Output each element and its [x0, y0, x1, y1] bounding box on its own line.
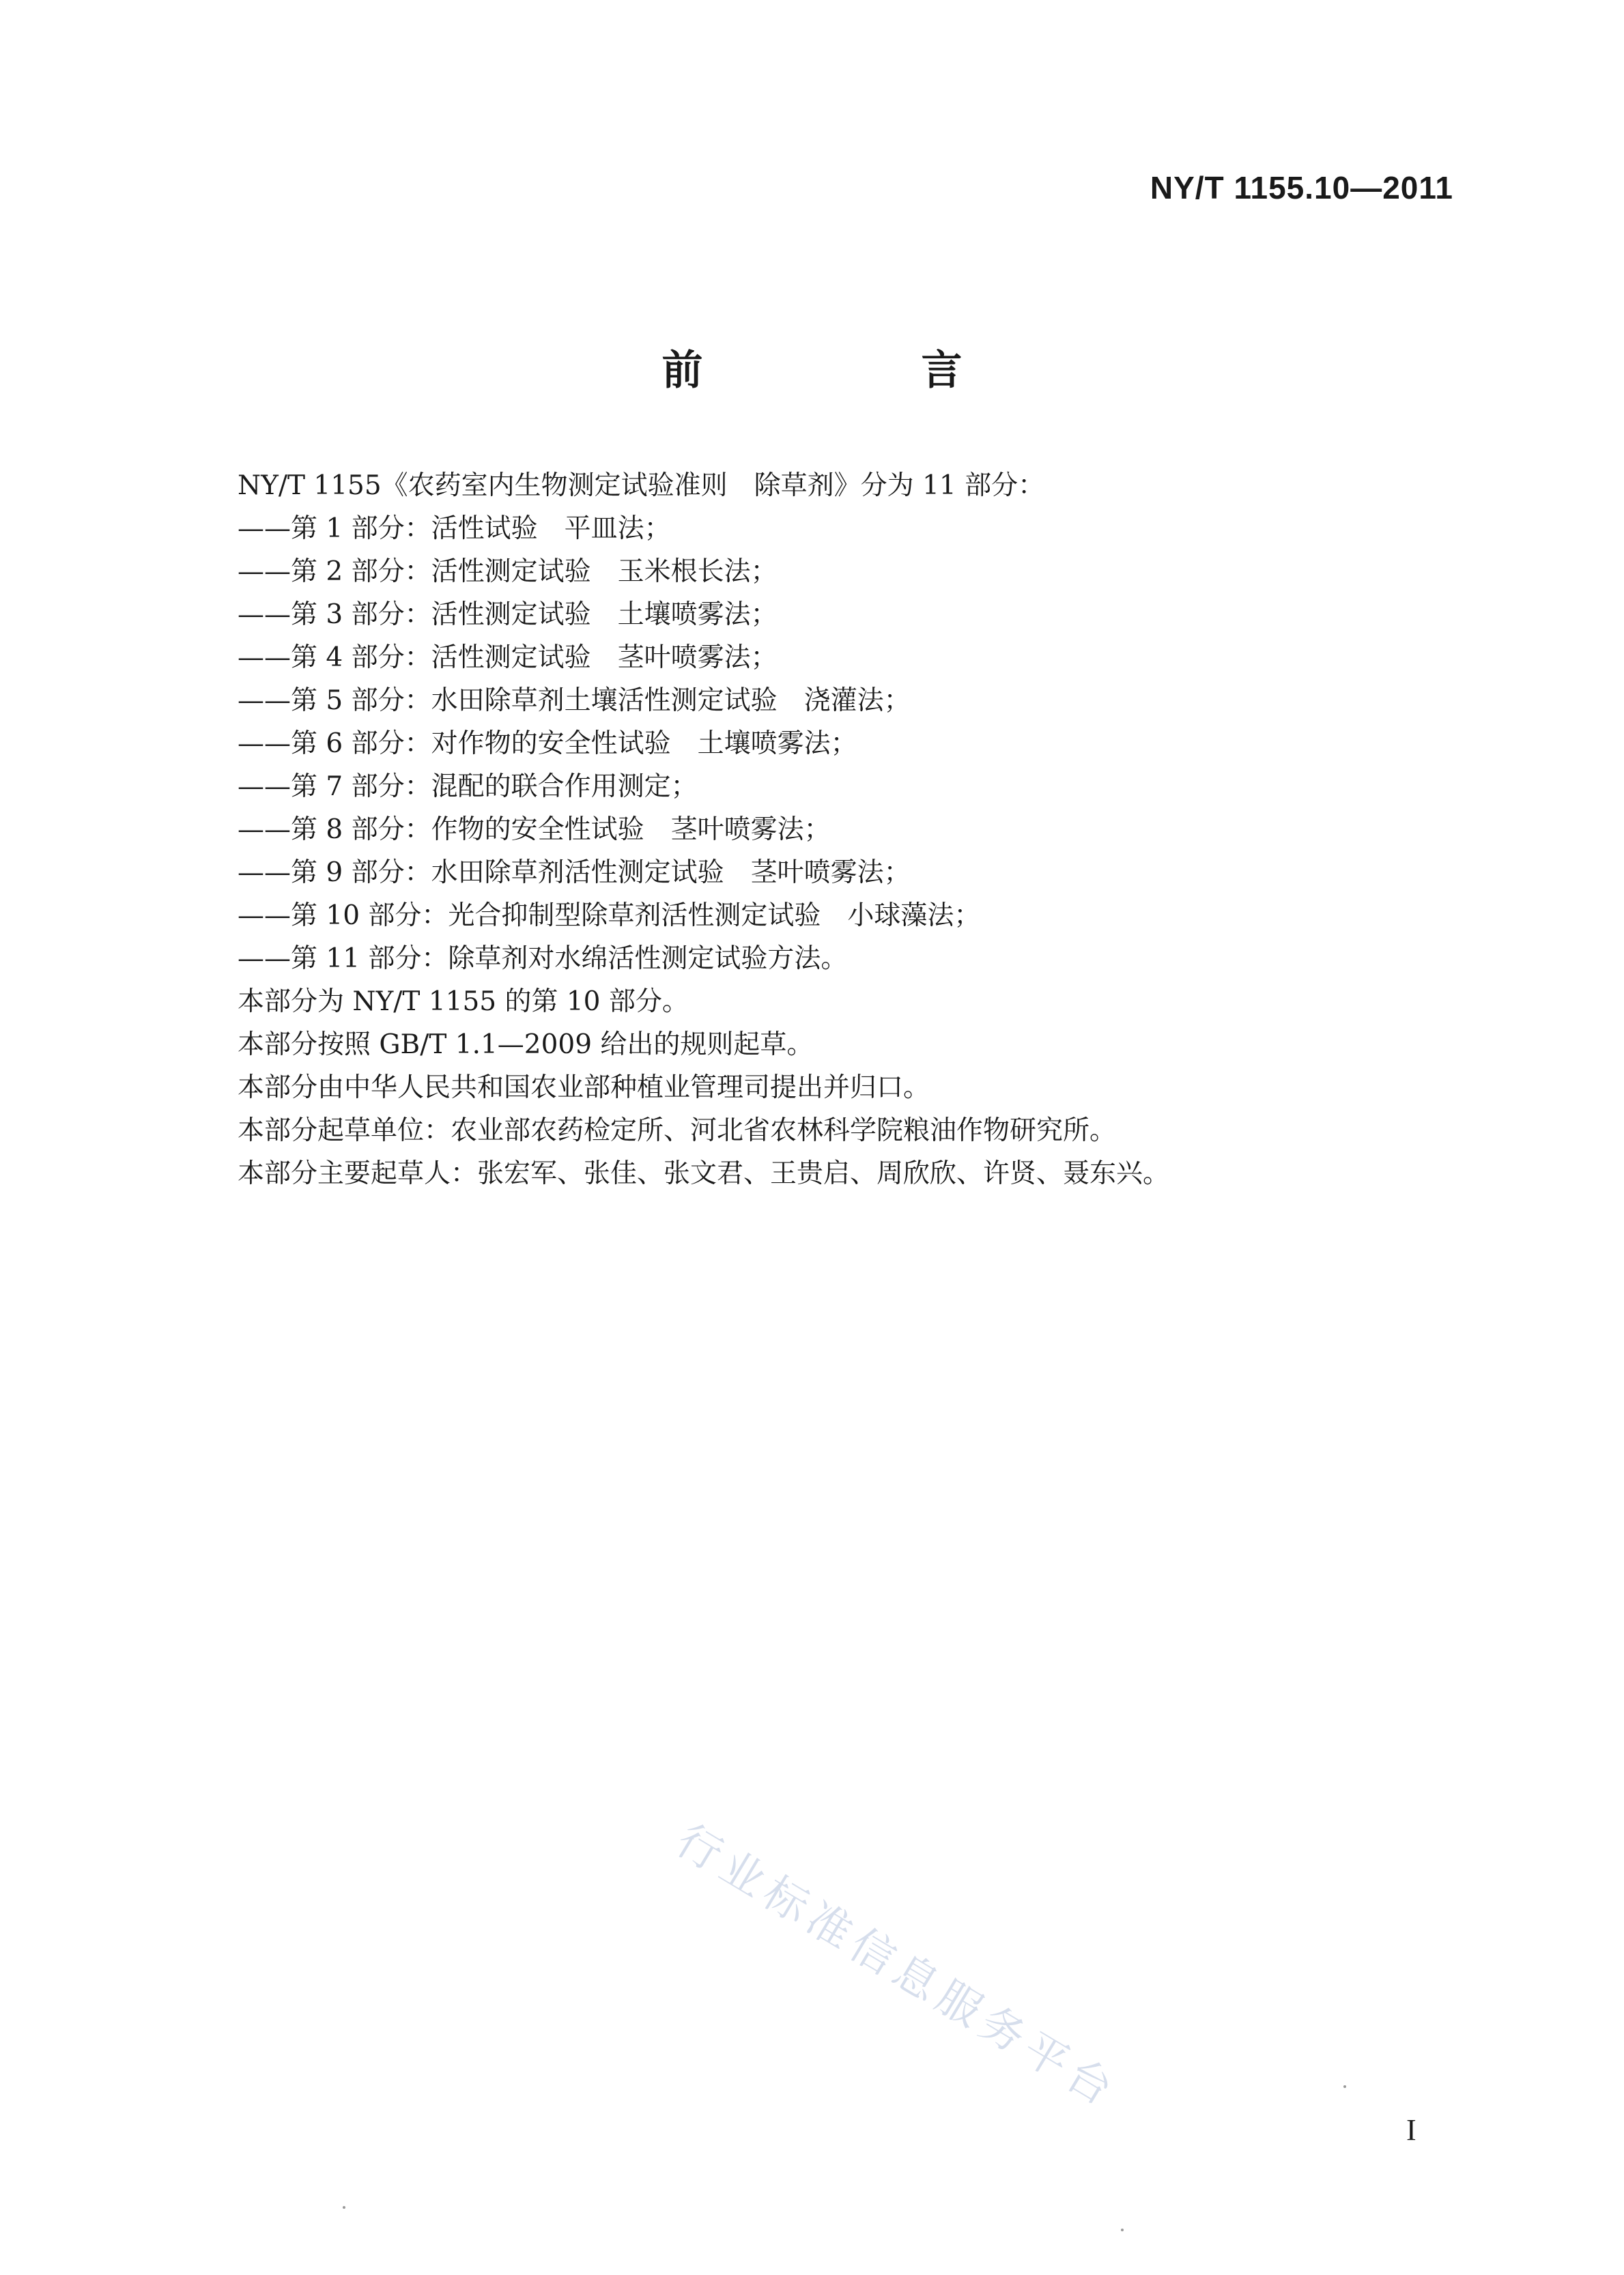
list-item-part-9: ——第 9 部分：水田除草剂活性测定试验 茎叶喷雾法； [238, 857, 911, 888]
drafting-units: 本部分起草单位：农业部农药检定所、河北省农林科学院粮油作物研究所。 [238, 1115, 1117, 1146]
scan-speck [343, 2206, 345, 2209]
scan-speck [1343, 2085, 1346, 2088]
page-number: I [1406, 2113, 1416, 2147]
list-item-part-4: ——第 4 部分：活性测定试验 茎叶喷雾法； [238, 642, 778, 673]
list-item-part-11: ——第 11 部分：除草剂对水绵活性测定试验方法。 [238, 943, 848, 974]
list-item-part-7: ——第 7 部分：混配的联合作用测定； [238, 771, 698, 802]
watermark: 行业标准信息服务平台 [667, 1815, 1127, 2119]
list-item-part-1: ——第 1 部分：活性试验 平皿法； [238, 513, 671, 544]
drafting-rules: 本部分按照 GB/T 1.1—2009 给出的规则起草。 [238, 1029, 814, 1060]
list-item-part-6: ——第 6 部分：对作物的安全性试验 土壤喷雾法； [238, 728, 857, 759]
standard-code: NY/T 1155.10—2011 [1150, 170, 1453, 205]
part-statement: 本部分为 NY/T 1155 的第 10 部分。 [238, 986, 689, 1017]
list-item-part-3: ——第 3 部分：活性测定试验 土壤喷雾法； [238, 599, 778, 630]
list-item-part-10: ——第 10 部分：光合抑制型除草剂活性测定试验 小球藻法； [238, 900, 981, 931]
main-drafters: 本部分主要起草人：张宏军、张佳、张文君、王贵启、周欣欣、许贤、聂东兴。 [238, 1158, 1170, 1189]
list-item-part-5: ——第 5 部分：水田除草剂土壤活性测定试验 浇灌法； [238, 685, 911, 716]
intro-paragraph: NY/T 1155《农药室内生物测定试验准则 除草剂》分为 11 部分： [238, 470, 1045, 501]
page-title: 前 言 [661, 347, 1051, 395]
scan-speck [1121, 2229, 1124, 2231]
proposer-statement: 本部分由中华人民共和国农业部种植业管理司提出并归口。 [238, 1072, 930, 1103]
list-item-part-8: ——第 8 部分：作物的安全性试验 茎叶喷雾法； [238, 814, 831, 845]
foreword-body [238, 464, 1480, 1195]
list-item-part-2: ——第 2 部分：活性测定试验 玉米根长法； [238, 556, 778, 587]
